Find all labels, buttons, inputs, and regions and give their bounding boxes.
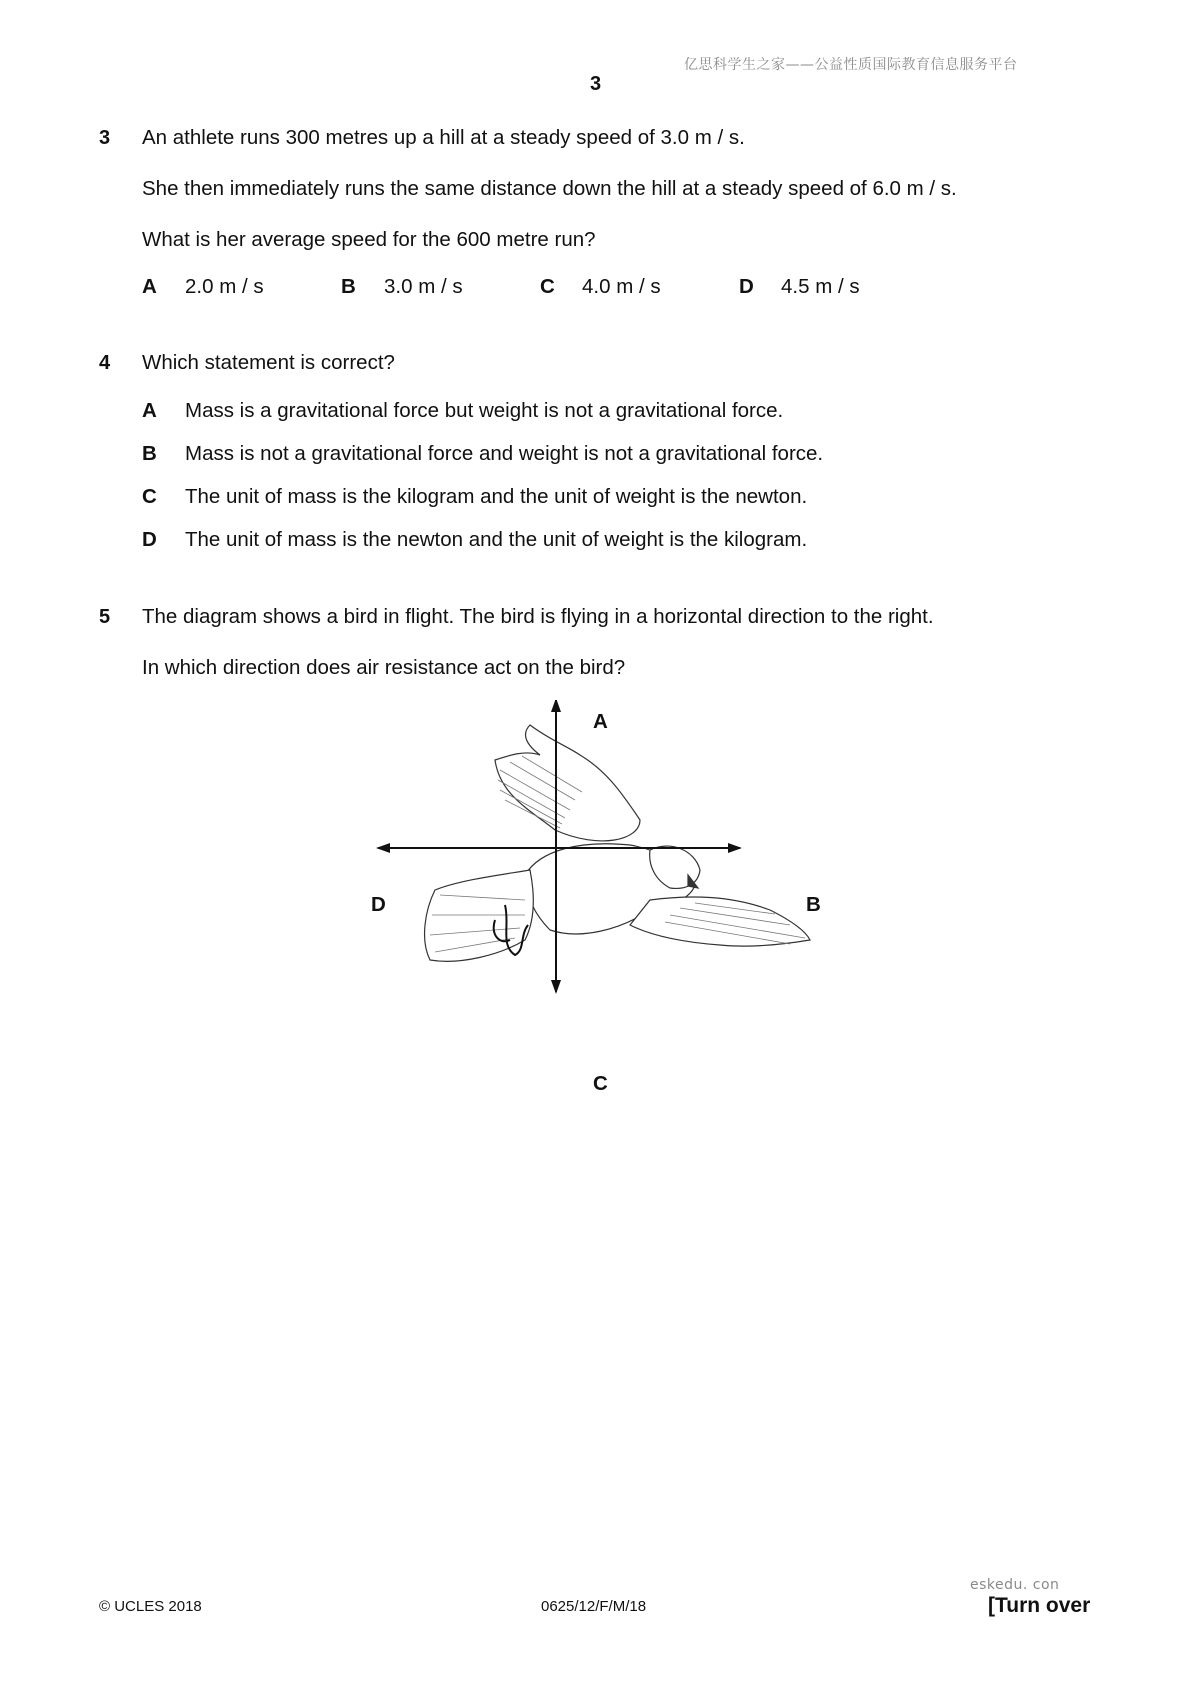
bird-diagram	[350, 700, 830, 1100]
option-letter: D	[739, 275, 754, 298]
direction-label-d: D	[371, 893, 386, 916]
direction-label-c: C	[593, 1072, 608, 1095]
direction-label-b: B	[806, 893, 821, 916]
option-text: 4.0 m / s	[582, 275, 661, 298]
option-letter: A	[142, 275, 157, 298]
option-text: 2.0 m / s	[185, 275, 264, 298]
page-number: 3	[590, 73, 602, 95]
option-text: 3.0 m / s	[384, 275, 463, 298]
option-text: Mass is not a gravitational force and weight is not a gravitational force.	[185, 442, 824, 465]
option-letter: B	[341, 275, 356, 298]
option-text: The unit of mass is the newton and the unit of weight is the kilogram.	[185, 528, 808, 551]
question-number: 4	[99, 352, 111, 374]
option-letter: C	[142, 485, 157, 508]
question-text: What is her average speed for the 600 metre run?	[142, 228, 596, 251]
bird-drawing	[425, 725, 810, 961]
question-text: Which statement is correct?	[142, 351, 395, 374]
copyright: © UCLES 2018	[99, 1598, 202, 1615]
option-letter: D	[142, 528, 157, 551]
question-number: 3	[99, 127, 111, 149]
option-text: 4.5 m / s	[781, 275, 860, 298]
footer-watermark: eskedu. con	[970, 1577, 1060, 1593]
paper-code: 0625/12/F/M/18	[541, 1598, 647, 1615]
option-letter: A	[142, 399, 157, 422]
question-text: In which direction does air resistance act on the bird?	[142, 656, 626, 679]
option-letter: C	[540, 275, 555, 298]
question-text: The diagram shows a bird in flight. The bird is flying in a horizontal direction to the right.	[142, 605, 934, 628]
option-text: Mass is a gravitational force but weight is not a gravitational force.	[185, 399, 784, 422]
direction-label-a: A	[593, 710, 608, 733]
option-letter: B	[142, 442, 157, 465]
question-text: An athlete runs 300 metres up a hill at a steady speed of 3.0 m / s.	[142, 126, 745, 149]
option-text: The unit of mass is the kilogram and the unit of weight is the newton.	[185, 485, 808, 508]
turn-over: [Turn over	[988, 1594, 1091, 1617]
header-watermark: 亿思科学生之家——公益性质国际教育信息服务平台	[684, 57, 1018, 73]
question-number: 5	[99, 606, 111, 628]
question-text: She then immediately runs the same distance down the hill at a steady speed of 6.0 m / s.	[142, 177, 957, 200]
